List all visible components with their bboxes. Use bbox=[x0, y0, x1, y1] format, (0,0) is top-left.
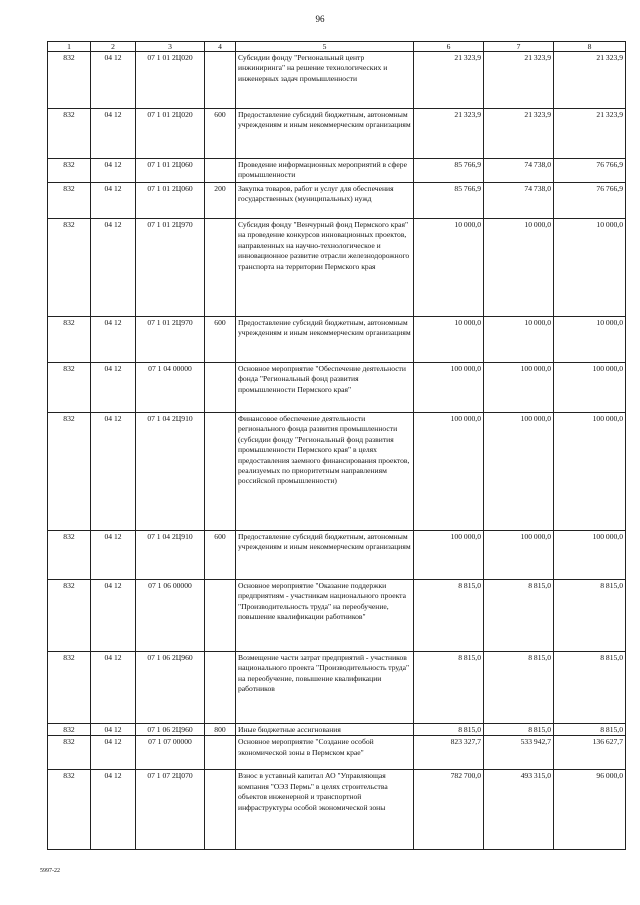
target-article-cell: 07 1 04 2Ц910 bbox=[136, 531, 205, 580]
expense-type-cell bbox=[205, 363, 236, 413]
description-cell: Проведение информационных мероприятий в сфере промышленности bbox=[236, 159, 414, 183]
amount-cell: 74 738,0 bbox=[484, 159, 554, 183]
description-cell: Иные бюджетные ассигнования bbox=[236, 724, 414, 736]
target-article-cell: 07 1 06 2Ц960 bbox=[136, 724, 205, 736]
description-cell: Основное мероприятие "Оказание поддержки предприятиям - участникам национального проекта "Производительность труда" на переобучение, повышение квалификации работников" bbox=[236, 580, 414, 652]
target-article-cell: 07 1 01 2Ц060 bbox=[136, 159, 205, 183]
amount-cell: 8 815,0 bbox=[554, 724, 626, 736]
section-cell: 04 12 bbox=[91, 724, 136, 736]
admin-code-cell: 832 bbox=[48, 317, 91, 363]
amount-cell: 10 000,0 bbox=[414, 219, 484, 317]
admin-code-cell: 832 bbox=[48, 219, 91, 317]
section-cell: 04 12 bbox=[91, 109, 136, 159]
admin-code-cell: 832 bbox=[48, 580, 91, 652]
header-row bbox=[48, 42, 626, 52]
admin-code-cell: 832 bbox=[48, 531, 91, 580]
section-cell: 04 12 bbox=[91, 652, 136, 724]
description-cell: Предоставление субсидий бюджетным, автономным учреждениям и иным некоммерческим организациям bbox=[236, 317, 414, 363]
amount-cell: 100 000,0 bbox=[484, 531, 554, 580]
description-cell: Предоставление субсидий бюджетным, автономным учреждениям и иным некоммерческим организациям bbox=[236, 109, 414, 159]
admin-code-cell: 832 bbox=[48, 724, 91, 736]
description-cell: Основное мероприятие "Обеспечение деятельности фонда "Региональный фонд развития промышленности Пермского края" bbox=[236, 363, 414, 413]
amount-cell: 8 815,0 bbox=[414, 580, 484, 652]
amount-cell: 823 327,7 bbox=[414, 736, 484, 770]
table-row bbox=[48, 413, 626, 531]
section-cell: 04 12 bbox=[91, 52, 136, 109]
amount-cell: 8 815,0 bbox=[554, 652, 626, 724]
table-row bbox=[48, 724, 626, 736]
amount-cell: 100 000,0 bbox=[554, 531, 626, 580]
amount-cell: 21 323,9 bbox=[414, 52, 484, 109]
expense-type-cell: 200 bbox=[205, 183, 236, 219]
column-header: 6 bbox=[414, 42, 484, 52]
section-cell: 04 12 bbox=[91, 183, 136, 219]
section-cell: 04 12 bbox=[91, 363, 136, 413]
section-cell: 04 12 bbox=[91, 413, 136, 531]
amount-cell: 100 000,0 bbox=[414, 413, 484, 531]
amount-cell: 100 000,0 bbox=[414, 531, 484, 580]
table-row bbox=[48, 770, 626, 850]
admin-code-cell: 832 bbox=[48, 183, 91, 219]
admin-code-cell: 832 bbox=[48, 652, 91, 724]
amount-cell: 85 766,9 bbox=[414, 183, 484, 219]
expense-type-cell bbox=[205, 580, 236, 652]
page-number: 96 bbox=[315, 14, 325, 24]
amount-cell: 76 766,9 bbox=[554, 183, 626, 219]
expense-type-cell bbox=[205, 52, 236, 109]
column-header: 2 bbox=[91, 42, 136, 52]
description-cell: Субсидия фонду "Венчурный фонд Пермского края" на проведение конкурсов инновационных проектов, направленных на научно-технологическое и инновационное развитие отрасли железнодорожного транспорта на территории Пермского края bbox=[236, 219, 414, 317]
column-header: 4 bbox=[205, 42, 236, 52]
description-cell: Предоставление субсидий бюджетным, автономным учреждениям и иным некоммерческим организациям bbox=[236, 531, 414, 580]
expense-type-cell: 600 bbox=[205, 317, 236, 363]
section-cell: 04 12 bbox=[91, 159, 136, 183]
target-article-cell: 07 1 04 00000 bbox=[136, 363, 205, 413]
column-header: 7 bbox=[484, 42, 554, 52]
admin-code-cell: 832 bbox=[48, 770, 91, 850]
amount-cell: 10 000,0 bbox=[484, 219, 554, 317]
expense-type-cell bbox=[205, 736, 236, 770]
target-article-cell: 07 1 07 00000 bbox=[136, 736, 205, 770]
section-cell: 04 12 bbox=[91, 736, 136, 770]
admin-code-cell: 832 bbox=[48, 159, 91, 183]
section-cell: 04 12 bbox=[91, 317, 136, 363]
admin-code-cell: 832 bbox=[48, 363, 91, 413]
table-row bbox=[48, 317, 626, 363]
target-article-cell: 07 1 01 2Ц060 bbox=[136, 183, 205, 219]
amount-cell: 21 323,9 bbox=[414, 109, 484, 159]
amount-cell: 136 627,7 bbox=[554, 736, 626, 770]
amount-cell: 8 815,0 bbox=[414, 724, 484, 736]
table-row bbox=[48, 580, 626, 652]
amount-cell: 8 815,0 bbox=[484, 724, 554, 736]
target-article-cell: 07 1 01 2Ц020 bbox=[136, 52, 205, 109]
amount-cell: 100 000,0 bbox=[484, 363, 554, 413]
amount-cell: 8 815,0 bbox=[484, 652, 554, 724]
description-cell: Взнос в уставный капитал АО "Управляющая компания "ОЭЗ Пермь" в целях строительства объектов инженерной и транспортной инфраструктуры особой экономической зоны bbox=[236, 770, 414, 850]
amount-cell: 10 000,0 bbox=[414, 317, 484, 363]
table-row bbox=[48, 531, 626, 580]
column-header: 3 bbox=[136, 42, 205, 52]
description-cell: Финансовое обеспечение деятельности регионального фонда развития промышленности (субсидии фонду "Региональный фонд развития промышленности Пермского края" в целях предоставления заемного финансирования проектов, реализуемых по приоритетным направлениям российской промышленности) bbox=[236, 413, 414, 531]
target-article-cell: 07 1 07 2Ц070 bbox=[136, 770, 205, 850]
table-row bbox=[48, 183, 626, 219]
table-row bbox=[48, 219, 626, 317]
column-header: 1 bbox=[48, 42, 91, 52]
section-cell: 04 12 bbox=[91, 219, 136, 317]
amount-cell: 782 700,0 bbox=[414, 770, 484, 850]
amount-cell: 21 323,9 bbox=[484, 52, 554, 109]
expense-type-cell: 800 bbox=[205, 724, 236, 736]
table-row bbox=[48, 109, 626, 159]
table-row bbox=[48, 52, 626, 109]
table-row bbox=[48, 736, 626, 770]
section-cell: 04 12 bbox=[91, 531, 136, 580]
description-cell: Субсидии фонду "Региональный центр инжиниринга" на решение технологических и инженерных задач промышленности bbox=[236, 52, 414, 109]
table-row bbox=[48, 363, 626, 413]
amount-cell: 85 766,9 bbox=[414, 159, 484, 183]
amount-cell: 21 323,9 bbox=[484, 109, 554, 159]
amount-cell: 100 000,0 bbox=[554, 363, 626, 413]
target-article-cell: 07 1 01 2Ц020 bbox=[136, 109, 205, 159]
table-row bbox=[48, 159, 626, 183]
target-article-cell: 07 1 01 2Ц970 bbox=[136, 219, 205, 317]
amount-cell: 76 766,9 bbox=[554, 159, 626, 183]
amount-cell: 21 323,9 bbox=[554, 109, 626, 159]
amount-cell: 533 942,7 bbox=[484, 736, 554, 770]
description-cell: Закупка товаров, работ и услуг для обеспечения государственных (муниципальных) нужд bbox=[236, 183, 414, 219]
amount-cell: 10 000,0 bbox=[554, 317, 626, 363]
document-code: 5997-22 bbox=[40, 868, 60, 874]
admin-code-cell: 832 bbox=[48, 109, 91, 159]
amount-cell: 96 000,0 bbox=[554, 770, 626, 850]
amount-cell: 8 815,0 bbox=[414, 652, 484, 724]
amount-cell: 100 000,0 bbox=[554, 413, 626, 531]
amount-cell: 100 000,0 bbox=[414, 363, 484, 413]
table-row bbox=[48, 652, 626, 724]
expense-type-cell bbox=[205, 219, 236, 317]
section-cell: 04 12 bbox=[91, 580, 136, 652]
section-cell: 04 12 bbox=[91, 770, 136, 850]
amount-cell: 8 815,0 bbox=[484, 580, 554, 652]
column-header: 8 bbox=[554, 42, 626, 52]
admin-code-cell: 832 bbox=[48, 736, 91, 770]
target-article-cell: 07 1 04 2Ц910 bbox=[136, 413, 205, 531]
expense-type-cell bbox=[205, 159, 236, 183]
expense-type-cell bbox=[205, 770, 236, 850]
amount-cell: 100 000,0 bbox=[484, 413, 554, 531]
amount-cell: 493 315,0 bbox=[484, 770, 554, 850]
target-article-cell: 07 1 06 2Ц960 bbox=[136, 652, 205, 724]
budget-table bbox=[47, 41, 626, 850]
amount-cell: 74 738,0 bbox=[484, 183, 554, 219]
expense-type-cell bbox=[205, 413, 236, 531]
admin-code-cell: 832 bbox=[48, 413, 91, 531]
target-article-cell: 07 1 01 2Ц970 bbox=[136, 317, 205, 363]
expense-type-cell: 600 bbox=[205, 531, 236, 580]
expense-type-cell bbox=[205, 652, 236, 724]
amount-cell: 10 000,0 bbox=[484, 317, 554, 363]
expense-type-cell: 600 bbox=[205, 109, 236, 159]
description-cell: Основное мероприятие "Создание особой экономической зоны в Пермском крае" bbox=[236, 736, 414, 770]
target-article-cell: 07 1 06 00000 bbox=[136, 580, 205, 652]
amount-cell: 21 323,9 bbox=[554, 52, 626, 109]
amount-cell: 8 815,0 bbox=[554, 580, 626, 652]
amount-cell: 10 000,0 bbox=[554, 219, 626, 317]
column-header: 5 bbox=[236, 42, 414, 52]
description-cell: Возмещение части затрат предприятий - участников национального проекта "Производительность труда" на переобучение, повышение квалификации работников bbox=[236, 652, 414, 724]
admin-code-cell: 832 bbox=[48, 52, 91, 109]
